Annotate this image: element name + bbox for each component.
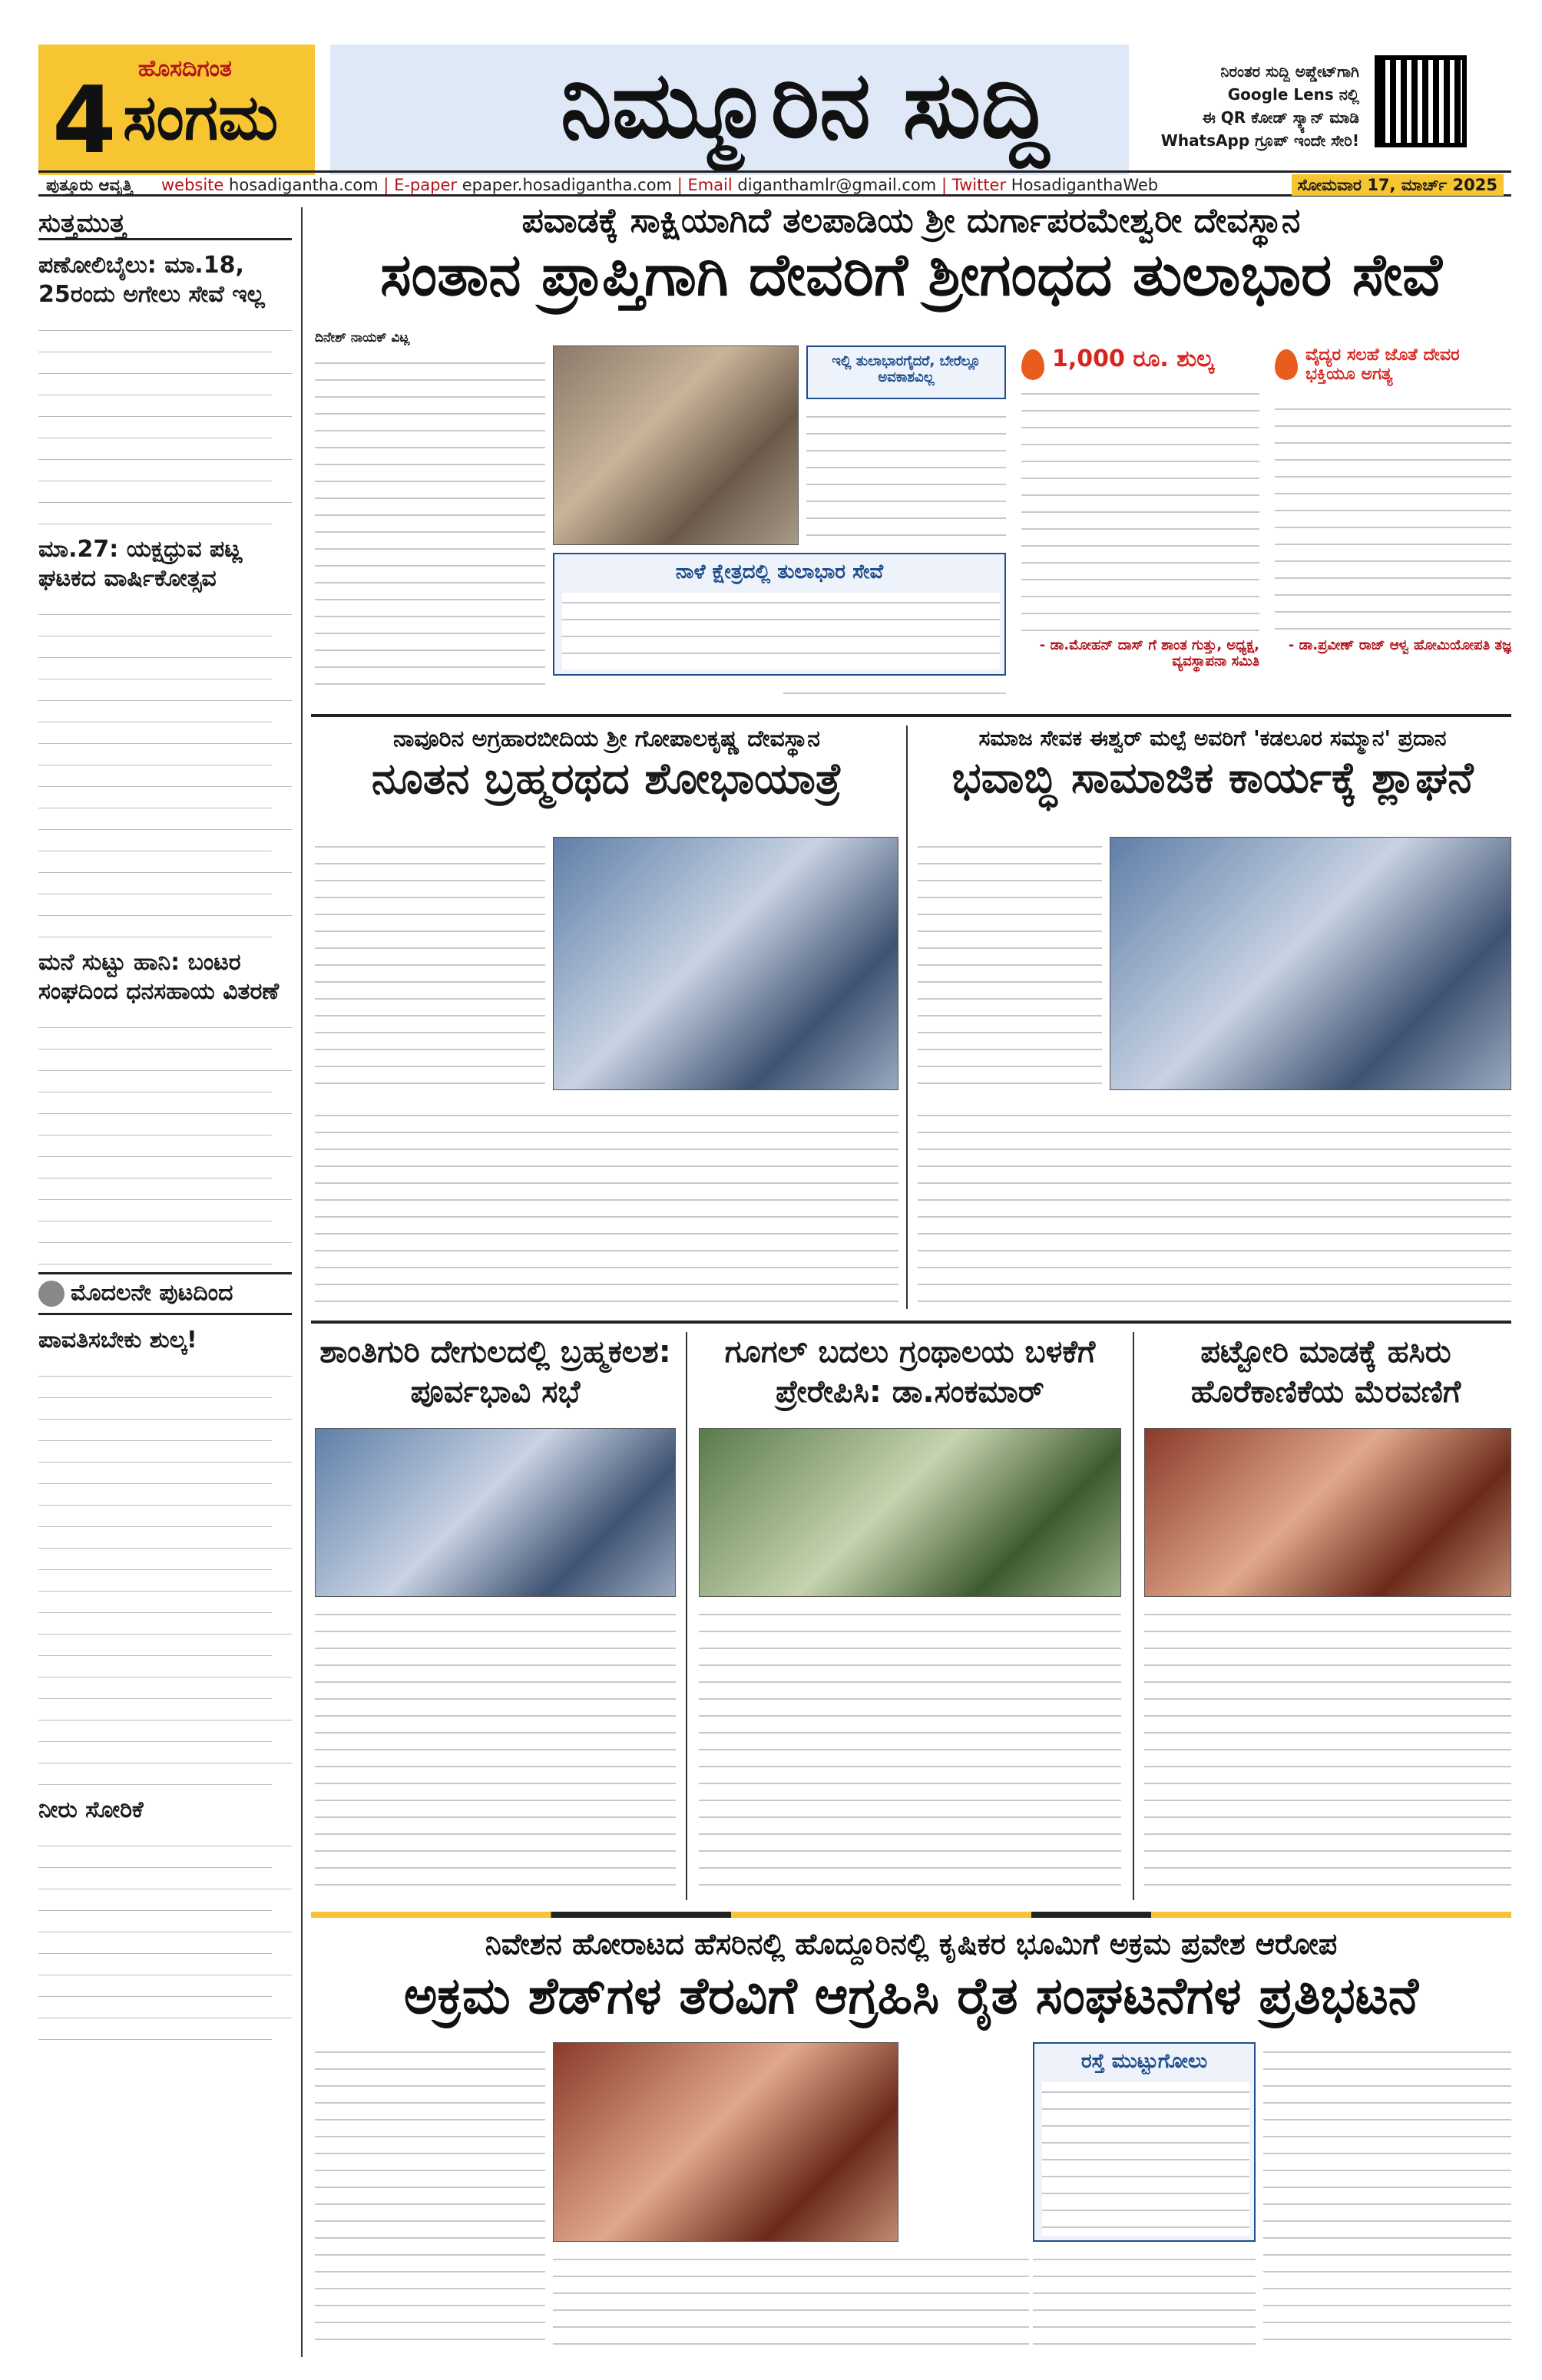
story-procession	[1140, 1332, 1511, 1412]
twitter-link[interactable]: HosadiganthaWeb	[1011, 176, 1159, 194]
story-procession-photo	[1144, 1428, 1511, 1597]
rule-2	[311, 1321, 1511, 1324]
left-text-5	[38, 1830, 292, 2040]
email-label: Email	[687, 176, 733, 194]
story-protest-text-1	[315, 2042, 545, 2349]
side-box-1	[1052, 345, 1267, 372]
story-protest-text-3	[1033, 2249, 1256, 2349]
quote-2: - ಡಾ.ಪ್ರವೀಣ್ ರಾಜ್ ಆಳ್ವ ಹೋಮಿಯೋಪತಿ ತಜ್ಞ	[1288, 637, 1511, 653]
epaper-label: E-paper	[394, 176, 457, 194]
left-headline-2: ಮಾ.27: ಯಕ್ಷಧ್ರುವ ಪಟ್ಲ ಘಟಕದ ವಾರ್ಷಿಕೋತ್ಸವ	[38, 536, 243, 592]
story-rath-text-1	[315, 837, 545, 1098]
story-protest-headline: ಅಕ್ರಮ ಶೆಡ್‌ಗಳ ತೆರವಿಗೆ ಆಗ್ರಹಿಸಿ ರೈತ ಸಂಘಟನೆಗಳ ಪ್ರತಿಭಟನೆ	[403, 1966, 1419, 2025]
story-protest-box-title: ರಸ್ತೆ ಮುಟ್ಟುಗೋಲು	[1080, 2050, 1208, 2073]
story-rath-text-2	[315, 1106, 898, 1305]
website-link[interactable]: hosadigantha.com	[229, 176, 379, 194]
drop-icon-2	[1275, 349, 1298, 380]
lead-text-bottom	[783, 683, 1006, 699]
lead-kicker: ಪವಾಡಕ್ಕೆ ಸಾಕ್ಷಿಯಾಗಿದೆ ತಲಪಾಡಿಯ ಶ್ರೀ ದುರ್ಗಾಪರಮೇಶ್ವರೀ ದೇವಸ್ಥಾನ	[521, 201, 1301, 240]
left-text-3	[38, 1011, 292, 1264]
left-column	[38, 207, 292, 2357]
quote-1: - ಡಾ.ಮೋಹನ್ ದಾಸ್ ಗೆ ಶಾಂತ ಗುತ್ತು, ಅಧ್ಯಕ್ಷ, ವ್ಯವಸ್ಥಾಪನಾ ಸಮಿತಿ	[1039, 637, 1259, 669]
lead-box-1-text	[806, 407, 1006, 545]
side-box-1-text	[1021, 384, 1259, 637]
side-box-2-title: ವೈದ್ಯರ ಸಲಹೆ ಜೊತೆ ದೇವರ ಭಕ್ತಿಯೂ ಅಗತ್ಯ	[1305, 345, 1460, 384]
twitter-label: Twitter	[951, 176, 1007, 194]
contact-links: website hosadigantha.com | E-paper epaper.hosadigantha.com | Email diganthamlr@gmail.com | Twitter HosadiganthaWeb	[161, 176, 1159, 194]
story-procession-headline: ಪಟ್ಟೋರಿ ಮಾಡಕ್ಕೆ ಹಸಿರು ಹೊರೆಕಾಣಿಕೆಯ ಮೆರವಣಿಗೆ	[1190, 1334, 1461, 1410]
qr-instructions	[1137, 60, 1359, 152]
story-protest-text-4	[1263, 2042, 1511, 2349]
story-rath-headline: ನೂತನ ಬ್ರಹ್ಮರಥದ ಶೋಭಾಯಾತ್ರೆ	[371, 754, 842, 804]
story-rath-photo	[553, 837, 898, 1090]
column-rule-4	[1133, 1332, 1134, 1900]
page-number: 4	[52, 68, 117, 174]
lead-box-2-title: ನಾಳೆ ಕ್ಷೇತ್ರದಲ್ಲಿ ತುಲಾಭಾರ ಸೇವೆ	[675, 560, 884, 583]
lead-headline: ಸಂತಾನ ಪ್ರಾಪ್ತಿಗಾಗಿ ದೇವರಿಗೆ ಶ್ರೀಗಂಧದ ತುಲಾಭಾರ ಸೇವೆ	[380, 240, 1442, 309]
drop-icon	[1021, 349, 1044, 380]
side-box-1-title: 1,000 ರೂ. ಶುಲ್ಕ	[1052, 345, 1214, 372]
qr-text-1: ನಿರಂತರ ಸುದ್ದಿ ಅಪ್ಡೇಟ್‌ಗಾಗಿ	[1220, 62, 1359, 81]
left-text-2	[38, 598, 292, 937]
story-award	[914, 726, 1511, 805]
left-headline-1: ಪಣೋಲಿಬೈಲು: ಮಾ.18, 25ರಂದು ಅಗೇಲು ಸೇವೆ ಇಲ್ಲ	[38, 252, 265, 308]
rule-1	[311, 714, 1511, 717]
story-award-text-2	[918, 1106, 1511, 1305]
lead-box-2	[553, 553, 1006, 676]
lead-box-1-title: ಇಲ್ಲಿ ತುಲಾಭಾರಗೈದರೆ, ಬೇರೆಲ್ಲೂ ಅವಕಾಶವಿಲ್ಲ	[832, 353, 981, 385]
left-headline-4: ಪಾವತಿಸಬೇಕು ಶುಲ್ಕ!	[38, 1327, 197, 1354]
page-title: ನಿಮ್ಮೂರಿನ ಸುದ್ದಿ	[561, 52, 1049, 159]
lead-box-1	[806, 345, 1006, 399]
story-meeting-text	[315, 1605, 676, 1889]
edition-label: ಪುತ್ತೂರು ಆವೃತ್ತಿ	[46, 176, 133, 194]
side-box-2	[1305, 345, 1511, 384]
left-headline-5: ನೀರು ಸೋರಿಕೆ	[38, 1797, 144, 1823]
story-protest-text-2	[553, 2249, 1029, 2349]
epaper-link[interactable]: epaper.hosadigantha.com	[462, 176, 673, 194]
story-meeting-photo	[315, 1428, 676, 1597]
qr-text-4: WhatsApp ಗ್ರೂಪ್ ಇಂದೇ ಸೇರಿ!	[1160, 131, 1359, 150]
story-meeting	[311, 1332, 680, 1412]
section-title-2	[38, 1272, 292, 1315]
brand-top: ಹೊಸದಿಗಂತ	[138, 55, 232, 82]
story-library-headline: ಗೂಗಲ್ ಬದಲು ಗ್ರಂಥಾಲಯ ಬಳಕೆಗೆ ಪ್ರೇರೇಪಿಸಿ: ಡಾ.ಸಂಕಮಾರ್	[724, 1334, 1096, 1410]
story-award-kicker: ಸಮಾಜ ಸೇವಕ ಈಶ್ವರ್ ಮಲ್ಪೆ ಅವರಿಗೆ 'ಕಡಲೂರ ಸಮ್ಮಾನ' ಪ್ರದಾನ	[978, 726, 1447, 751]
lead-photo-1	[553, 345, 799, 545]
section-2-label: ಮೊದಲನೇ ಪುಟದಿಂದ	[71, 1279, 233, 1307]
lead-text-col-1	[315, 353, 545, 691]
story-library-text	[699, 1605, 1121, 1889]
story-protest	[311, 1927, 1511, 2031]
page-title-block	[330, 45, 1129, 175]
page-number-block	[38, 45, 315, 175]
story-procession-text	[1144, 1605, 1511, 1889]
story-protest-photo	[553, 2042, 898, 2242]
story-library	[695, 1332, 1125, 1412]
qr-text-2: Google Lens ನಲ್ಲಿ	[1227, 85, 1359, 104]
email-link[interactable]: diganthamlr@gmail.com	[737, 176, 937, 194]
story-award-photo	[1110, 837, 1511, 1090]
left-text-1	[38, 314, 292, 524]
info-bar	[38, 170, 1511, 197]
column-rule-2	[906, 726, 908, 1309]
qr-text-3: ಈ QR ಕೋಡ್ ಸ್ಕ್ಯಾನ್ ಮಾಡಿ	[1202, 108, 1359, 127]
issue-date: ಸೋಮವಾರ 17, ಮಾರ್ಚ್ 2025	[1292, 174, 1504, 196]
story-library-photo	[699, 1428, 1121, 1597]
story-meeting-headline: ಶಾಂತಿಗುರಿ ದೇಗುಲದಲ್ಲಿ ಬ್ರಹ್ಮಕಲಶ: ಪೂರ್ವಭಾವಿ ಸಭೆ	[319, 1334, 671, 1410]
column-rule	[301, 207, 303, 2357]
qr-code-icon[interactable]	[1375, 55, 1467, 147]
color-divider	[311, 1912, 1511, 1918]
website-label: website	[161, 176, 224, 194]
brand-logo: ಸಂಗಮ	[123, 81, 279, 154]
story-rath	[311, 726, 902, 806]
story-rath-kicker: ನಾವೂರಿನ ಅಗ್ರಹಾರಬೀದಿಯ ಶ್ರೀ ಗೋಪಾಲಕೃಷ್ಣ ದೇವಸ್ಥಾನ	[393, 726, 820, 752]
section-title: ಸುತ್ತಮುತ್ತ	[38, 215, 292, 240]
lead-byline: ದಿನೇಶ್ ನಾಯಕ್ ವಿಟ್ಲ	[315, 330, 410, 345]
left-headline-3: ಮನೆ ಸುಟ್ಟು ಹಾನಿ: ಬಂಟರ ಸಂಘದಿಂದ ಧನಸಹಾಯ ವಿತರಣೆ	[38, 949, 280, 1005]
pen-icon	[38, 1281, 65, 1307]
left-text-4	[38, 1360, 292, 1785]
masthead	[38, 45, 1511, 175]
side-box-2-text	[1275, 399, 1511, 630]
story-award-text-1	[918, 837, 1102, 1098]
story-award-headline: ಭವಾಬ್ಧಿ ಸಾಮಾಜಿಕ ಕಾರ್ಯಕ್ಕೆ ಶ್ಲಾಘನೆ	[951, 753, 1474, 803]
column-rule-3	[686, 1332, 687, 1900]
story-protest-kicker: ನಿವೇಶನ ಹೋರಾಟದ ಹೆಸರಿನಲ್ಲಿ ಹೊದ್ದೂರಿನಲ್ಲಿ ಕೃಷಿಕರ ಭೂಮಿಗೆ ಅಕ್ರಮ ಪ್ರವೇಶ ಆರೋಪ	[485, 1927, 1338, 1961]
lead-story	[311, 201, 1511, 309]
story-protest-box	[1033, 2042, 1256, 2242]
